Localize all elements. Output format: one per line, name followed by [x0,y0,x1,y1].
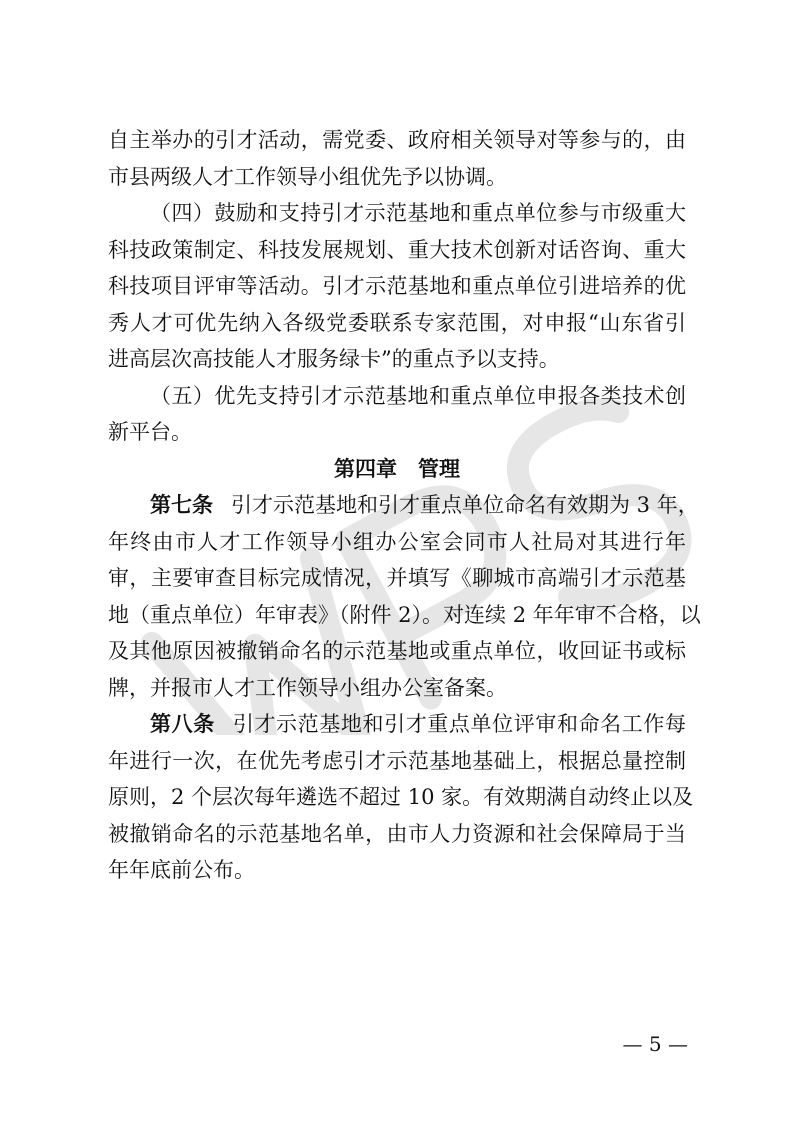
clause-four-line: 科技政策制定、科技发展规划、重大技术创新对话咨询、重大 [108,237,686,262]
article-seven-text: 引才示范基地和引才重点单位命名有效期为 3 年， [231,493,699,517]
article-seven-label: 第七条 [150,493,213,517]
document-body [108,122,701,889]
article-seven-line: 年终由市人才工作领导小组办公室会同市人社局对其进行年 [108,529,686,554]
clause-four-line: 秀人才可优先纳入各级党委联系专家范围，对申报“山东省引 [108,310,686,335]
clause-four-line: 进高层次高技能人才服务绿卡”的重点予以支持。 [108,347,560,371]
chapter-title: 管理 [418,456,460,481]
article-seven-line: 牌，并报市人才工作领导小组办公室备案。 [108,675,507,700]
article-eight-label: 第八条 [150,712,215,736]
article-eight-line: 年进行一次，在优先考虑引才示范基地基础上，根据总量控制 [108,748,686,773]
clause-four-line: （四）鼓励和支持引才示范基地和重点单位参与市级重大 [150,201,686,225]
article-seven-first-line [108,487,699,524]
text-line: 自主举办的引才活动，需党委、政府相关领导对等参与的，由 [108,128,686,152]
article-eight-line: 年年底前公布。 [108,858,255,882]
clause-five-line: 新平台。 [108,420,192,444]
chapter-number: 第四章 [334,456,397,481]
clause-four-line: 科技项目评审等活动。引才示范基地和重点单位引进培养的优 [108,274,686,298]
article-eight-first-line [108,706,686,743]
clause-five-line: （五）优先支持引才示范基地和重点单位申报各类技术创 [150,383,686,408]
article-seven-line: 地（重点单位）年审表》（附件 2）。对连续 2 年年审不合格，以 [108,602,701,627]
article-eight-text: 引才示范基地和引才重点单位评审和命名工作每 [232,712,687,736]
text-line: 市县两级人才工作领导小组优先予以协调。 [108,164,507,189]
chapter-heading [108,451,686,488]
article-eight-line: 被撤销命名的示范基地名单，由市人力资源和社会保障局于当 [108,821,686,846]
page-number: — 5 — [622,1032,688,1056]
article-seven-line: 及其他原因被撤销命名的示范基地或重点单位，收回证书或标 [108,639,686,663]
article-eight-line: 原则，2 个层次每年遴选不超过 10 家。有效期满自动终止以及 [108,785,694,809]
article-seven-line: 审，主要审查目标完成情况，并填写《聊城市高端引才示范基 [108,566,686,590]
